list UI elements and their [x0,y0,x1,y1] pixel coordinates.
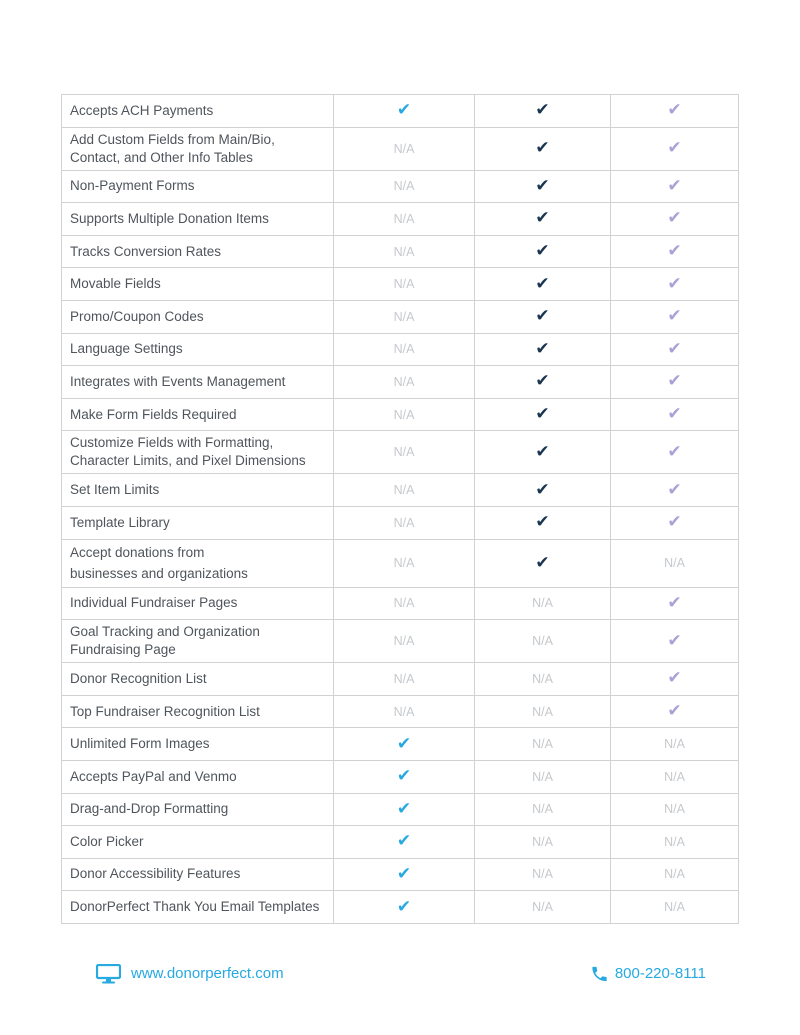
table-row [62,793,739,826]
feature-label-line: businesses and organizations [70,566,248,582]
checkmark-icon: ✔ [535,338,550,358]
table-row [62,826,739,859]
feature-label-line: Add Custom Fields from Main/Bio, [70,131,275,147]
table-row [62,539,739,587]
na-cell [475,826,611,859]
table-row [62,170,739,203]
check-cell [334,95,475,128]
na-cell [611,826,739,859]
checkmark-icon: ✔ [667,100,682,120]
website-link[interactable]: www.donorperfect.com [131,965,284,982]
feature-label-line: Contact, and Other Info Tables [70,149,253,165]
checkmark-icon: ✔ [667,701,682,721]
na-cell [334,170,475,203]
table-row [62,858,739,891]
check-cell [611,203,739,236]
feature-label: Supports Multiple Donation Items [70,210,269,226]
phone-number[interactable]: 800-220-8111 [614,965,706,982]
na-label: N/A [393,483,415,498]
feature-comparison-table [61,94,739,924]
na-label: N/A [393,407,415,422]
check-cell [475,235,611,268]
na-cell [475,858,611,891]
checkmark-icon: ✔ [535,241,550,261]
table-row [62,474,739,507]
na-cell [611,728,739,761]
check-cell [475,300,611,333]
feature-label: Template Library [70,514,170,530]
na-label: N/A [532,671,553,686]
table-row [62,728,739,761]
checkmark-icon: ✔ [667,371,682,391]
feature-label: Set Item Limits [70,482,160,498]
feature-cell [62,506,334,539]
check-cell [475,170,611,203]
check-cell [611,620,739,663]
table-body [62,95,739,924]
na-label: N/A [664,802,685,817]
feature-cell [62,663,334,696]
checkmark-icon: ✔ [667,306,682,326]
check-cell [611,366,739,399]
na-cell [475,663,611,696]
na-cell [475,620,611,663]
na-cell [334,695,475,728]
check-cell [475,127,611,170]
feature-cell [62,431,334,474]
check-cell [334,891,475,924]
feature-cell [62,95,334,128]
na-label: N/A [393,179,415,194]
na-cell [611,858,739,891]
table-row [62,127,739,170]
table-row [62,620,739,663]
check-cell [611,95,739,128]
feature-label: Movable Fields [70,276,161,292]
checkmark-icon: ✔ [396,896,412,916]
feature-cell [62,539,334,587]
na-cell [611,539,739,587]
check-cell [475,431,611,474]
checkmark-icon: ✔ [667,592,682,612]
na-label: N/A [393,556,415,571]
na-cell [475,760,611,793]
feature-label: Promo/Coupon Codes [70,308,204,324]
table-row [62,587,739,620]
check-cell [475,366,611,399]
check-cell [611,695,739,728]
feature-label: DonorPerfect Thank You Email Templates [70,899,320,915]
na-label: N/A [664,900,685,915]
check-cell [334,793,475,826]
check-cell [475,95,611,128]
na-label: N/A [393,374,415,389]
na-cell [334,366,475,399]
table-row [62,203,739,236]
check-cell [475,203,611,236]
table-row [62,506,739,539]
checkmark-icon: ✔ [667,441,682,461]
feature-cell [62,858,334,891]
na-cell [475,695,611,728]
checkmark-icon: ✔ [535,208,550,228]
na-cell [334,506,475,539]
na-label: N/A [532,769,553,784]
na-label: N/A [393,515,415,530]
feature-label: Donor Recognition List [70,670,207,686]
check-cell [475,539,611,587]
feature-cell [62,760,334,793]
checkmark-icon: ✔ [396,798,412,818]
na-label: N/A [393,596,415,611]
checkmark-icon: ✔ [396,831,412,851]
table-row [62,431,739,474]
na-cell [334,300,475,333]
na-cell [611,760,739,793]
table-row [62,398,739,431]
na-cell [334,474,475,507]
na-label: N/A [532,596,553,611]
feature-cell [62,826,334,859]
na-label: N/A [393,671,415,686]
table-row [62,891,739,924]
na-label: N/A [532,834,553,849]
feature-cell [62,728,334,761]
na-label: N/A [532,704,553,719]
check-cell [611,170,739,203]
checkmark-icon: ✔ [667,208,682,228]
feature-cell [62,235,334,268]
feature-cell [62,398,334,431]
check-cell [611,587,739,620]
checkmark-icon: ✔ [535,441,550,461]
feature-cell [62,793,334,826]
na-label: N/A [393,141,415,156]
feature-label-line: Customize Fields with Formatting, [70,435,274,451]
feature-label: Unlimited Form Images [70,736,210,752]
checkmark-icon: ✔ [535,512,550,532]
feature-label: Drag-and-Drop Formatting [70,801,229,817]
phone-icon [590,964,609,984]
table-row [62,366,739,399]
na-label: N/A [393,244,415,259]
na-cell [475,793,611,826]
table-row [62,663,739,696]
na-label: N/A [664,834,685,849]
na-cell [334,663,475,696]
monitor-icon [96,964,121,984]
na-cell [334,431,475,474]
na-cell [334,587,475,620]
feature-label: Color Picker [70,833,144,849]
na-label: N/A [532,802,553,817]
checkmark-icon: ✔ [535,552,550,572]
check-cell [334,728,475,761]
check-cell [334,760,475,793]
na-cell [475,728,611,761]
check-cell [475,333,611,366]
na-label: N/A [393,445,415,460]
feature-label-line: Goal Tracking and Organization [70,624,260,640]
feature-cell [62,268,334,301]
table-row [62,235,739,268]
na-label: N/A [393,634,415,649]
feature-cell [62,587,334,620]
feature-cell [62,366,334,399]
check-cell [611,398,739,431]
feature-label: Top Fundraiser Recognition List [70,703,260,719]
check-cell [611,127,739,170]
check-cell [611,663,739,696]
na-cell [475,891,611,924]
footer-website[interactable] [96,962,284,986]
na-label: N/A [393,704,415,719]
na-cell [611,891,739,924]
checkmark-icon: ✔ [535,100,550,120]
na-cell [334,127,475,170]
na-label: N/A [532,900,553,915]
check-cell [475,398,611,431]
checkmark-icon: ✔ [535,306,550,326]
checkmark-icon: ✔ [667,138,682,158]
na-label: N/A [664,737,685,752]
feature-label-line: Character Limits, and Pixel Dimensions [70,453,306,469]
na-cell [334,203,475,236]
na-label: N/A [664,556,685,571]
checkmark-icon: ✔ [535,371,550,391]
na-cell [334,333,475,366]
checkmark-icon: ✔ [396,766,412,786]
feature-label: Accepts ACH Payments [70,102,214,118]
check-cell [611,431,739,474]
feature-cell [62,620,334,663]
checkmark-icon: ✔ [396,863,412,883]
feature-label: Integrates with Events Management [70,373,286,389]
feature-cell [62,891,334,924]
check-cell [611,474,739,507]
checkmark-icon: ✔ [667,273,682,293]
na-label: N/A [393,342,415,357]
na-label: N/A [393,277,415,292]
feature-cell [62,300,334,333]
table-row [62,333,739,366]
na-label: N/A [664,769,685,784]
check-cell [475,506,611,539]
check-cell [611,300,739,333]
table-row [62,268,739,301]
check-cell [334,826,475,859]
na-cell [334,620,475,663]
checkmark-icon: ✔ [667,512,682,532]
na-label: N/A [532,867,553,882]
feature-label-line: Accept donations from [70,545,205,561]
feature-label: Non-Payment Forms [70,178,195,194]
checkmark-icon: ✔ [667,241,682,261]
na-cell [334,398,475,431]
feature-cell [62,127,334,170]
na-label: N/A [532,737,553,752]
feature-label: Individual Fundraiser Pages [70,595,238,611]
checkmark-icon: ✔ [535,175,550,195]
na-cell [334,539,475,587]
checkmark-icon: ✔ [535,479,550,499]
checkmark-icon: ✔ [667,630,682,650]
table-row [62,760,739,793]
check-cell [475,268,611,301]
table-row [62,695,739,728]
feature-label: Donor Accessibility Features [70,866,241,882]
feature-label: Make Form Fields Required [70,406,237,422]
check-cell [611,268,739,301]
check-cell [611,506,739,539]
checkmark-icon: ✔ [667,404,682,424]
checkmark-icon: ✔ [667,668,682,688]
checkmark-icon: ✔ [396,100,412,120]
checkmark-icon: ✔ [667,338,682,358]
table-row [62,300,739,333]
na-cell [611,793,739,826]
na-label: N/A [532,634,553,649]
check-cell [334,858,475,891]
checkmark-icon: ✔ [535,138,550,158]
na-label: N/A [393,309,415,324]
feature-label: Language Settings [70,341,183,357]
na-cell [334,268,475,301]
checkmark-icon: ✔ [535,404,550,424]
na-cell [475,587,611,620]
feature-label-line: Fundraising Page [70,642,176,658]
feature-cell [62,695,334,728]
checkmark-icon: ✔ [396,733,412,753]
table-row [62,95,739,128]
feature-cell [62,474,334,507]
check-cell [611,333,739,366]
na-label: N/A [393,211,415,226]
check-cell [611,235,739,268]
check-cell [475,474,611,507]
feature-cell [62,170,334,203]
na-cell [334,235,475,268]
checkmark-icon: ✔ [535,273,550,293]
na-label: N/A [664,867,685,882]
checkmark-icon: ✔ [667,479,682,499]
feature-cell [62,203,334,236]
footer-phone[interactable] [590,962,706,986]
checkmark-icon: ✔ [667,175,682,195]
feature-cell [62,333,334,366]
feature-label: Accepts PayPal and Venmo [70,768,237,784]
feature-label: Tracks Conversion Rates [70,243,222,259]
